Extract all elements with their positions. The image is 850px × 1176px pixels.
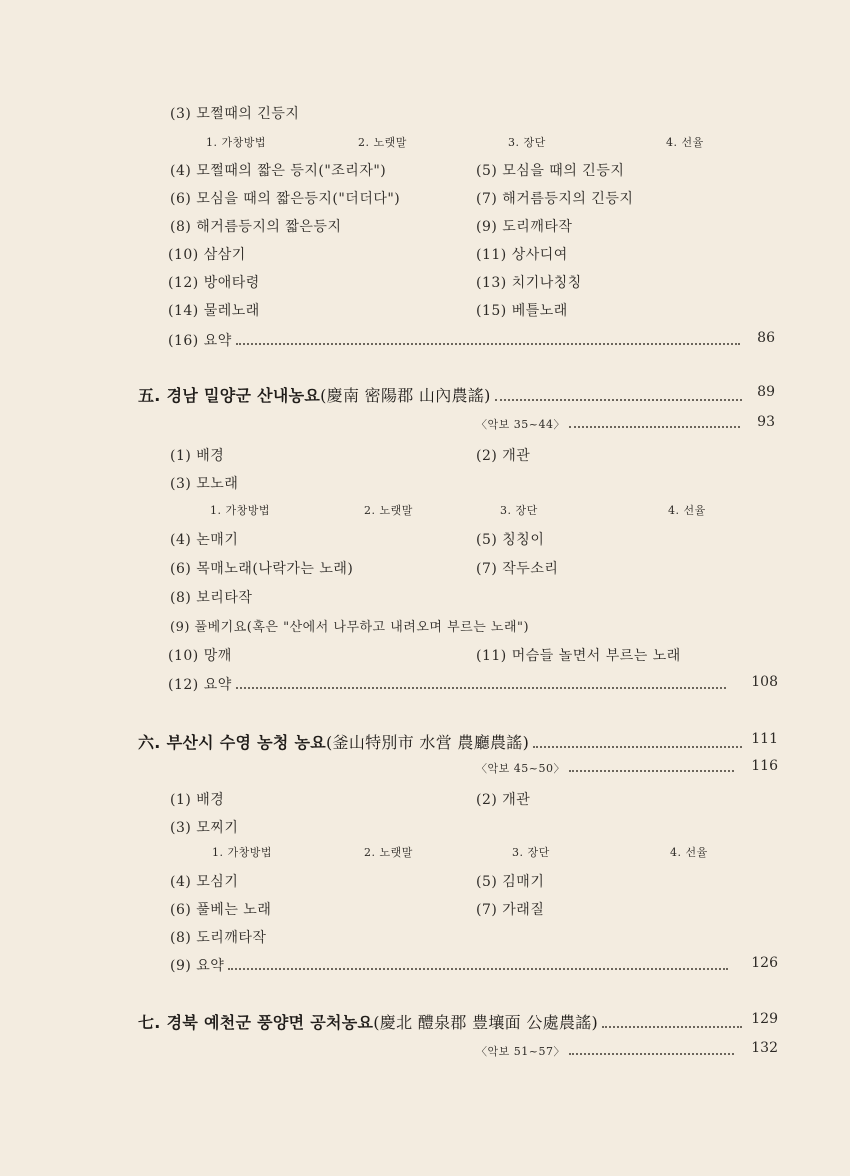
score-range: 〈악보 45~50〉 <box>476 762 565 775</box>
toc-score-row <box>476 760 742 776</box>
page-number: 108 <box>751 674 778 690</box>
toc-item: (15) 베틀노래 <box>476 303 568 319</box>
section-heading <box>138 1010 598 1033</box>
toc-item: (12) 방애타령 <box>168 275 260 291</box>
toc-item: (4) 모심기 <box>170 874 239 890</box>
section-title: 경북 예천군 풍양면 공처농요 <box>166 1013 374 1032</box>
dot-leader <box>228 968 728 970</box>
toc-leader-row <box>168 330 748 350</box>
page-number: 129 <box>751 1011 778 1027</box>
page-number: 89 <box>757 384 775 400</box>
toc-subitem: 3. 장단 <box>500 504 538 517</box>
toc-item: (2) 개관 <box>476 792 531 808</box>
toc-subitem: 1. 가창방법 <box>212 846 272 859</box>
toc-item: (1) 배경 <box>170 448 225 464</box>
toc-subitem: 1. 가창방법 <box>206 136 266 149</box>
toc-subitem: 4. 선율 <box>670 846 708 859</box>
page-number: 111 <box>751 731 778 747</box>
dot-leader <box>236 687 726 689</box>
toc-item: (11) 상사디여 <box>476 247 568 263</box>
toc-subitem: 4. 선율 <box>666 136 704 149</box>
toc-item: (14) 물레노래 <box>168 303 260 319</box>
toc-item: (7) 해거름등지의 긴등지 <box>476 191 634 207</box>
toc-item: (6) 모심을 때의 짧은등지("더더다") <box>170 191 401 207</box>
dot-leader <box>569 770 734 772</box>
toc-leader-row <box>170 955 736 975</box>
toc-item: (10) 삼삼기 <box>168 247 246 263</box>
toc-item: (10) 망깨 <box>168 648 232 664</box>
score-range: 〈악보 51~57〉 <box>476 1045 565 1058</box>
score-range: 〈악보 35~44〉 <box>476 418 565 431</box>
toc-item: (8) 보리타작 <box>170 590 253 606</box>
toc-item: (5) 김매기 <box>476 874 545 890</box>
toc-item: (6) 목매노래(나락가는 노래) <box>170 561 354 577</box>
toc-leader-row <box>168 674 734 694</box>
toc-item: (8) 도리깨타작 <box>170 930 267 946</box>
toc-item: (7) 작두소리 <box>476 561 559 577</box>
section-title: 부산시 수영 농청 농요 <box>166 733 326 752</box>
toc-score-row <box>476 1043 742 1059</box>
dot-leader <box>533 746 742 748</box>
toc-section-row <box>138 1010 750 1033</box>
page-number: 132 <box>751 1040 778 1056</box>
toc-subitem: 3. 장단 <box>512 846 550 859</box>
section-title-hanja: (釜山特別市 水営 農廳農謠) <box>325 733 530 752</box>
toc-item: (6) 풀베는 노래 <box>170 902 272 918</box>
page-number: 116 <box>751 758 778 774</box>
toc-item: (7) 가래질 <box>476 902 545 918</box>
dot-leader <box>236 343 740 345</box>
toc-item: (9) 도리깨타작 <box>476 219 573 235</box>
toc-section-row <box>138 730 750 753</box>
toc-subitem: 1. 가창방법 <box>210 504 270 517</box>
toc-item: (3) 모노래 <box>170 476 239 492</box>
toc-item: (3) 모쩔때의 긴등지 <box>170 106 300 122</box>
toc-subitem: 2. 노랫말 <box>364 846 413 859</box>
toc-item: (5) 모심을 때의 긴등지 <box>476 163 625 179</box>
toc-item: (1) 배경 <box>170 792 225 808</box>
section-heading <box>138 383 491 406</box>
toc-subitem: 4. 선율 <box>668 504 706 517</box>
toc-item: (9) 요약 <box>170 958 225 974</box>
toc-item: (13) 치기나칭칭 <box>476 275 582 291</box>
toc-item: (4) 논매기 <box>170 532 239 548</box>
page-number: 126 <box>751 955 778 971</box>
toc-item: (11) 머슴들 놀면서 부르는 노래 <box>476 648 681 664</box>
toc-item: (3) 모찌기 <box>170 820 239 836</box>
toc-item: (5) 칭칭이 <box>476 532 545 548</box>
toc-item: (9) 풀베기요(혹은 "산에서 나무하고 내려오며 부르는 노래") <box>170 620 530 635</box>
page-number: 86 <box>757 330 775 346</box>
section-title-hanja: (慶南 密陽郡 山內農謠) <box>320 386 491 405</box>
section-heading <box>138 730 529 753</box>
page-number: 93 <box>757 414 775 430</box>
dot-leader <box>495 399 742 401</box>
toc-score-row <box>476 416 748 432</box>
toc-subitem: 2. 노랫말 <box>358 136 407 149</box>
section-number: 七. <box>138 1013 161 1032</box>
dot-leader <box>569 1053 734 1055</box>
section-number: 六. <box>138 733 161 752</box>
toc-item: (12) 요약 <box>168 677 232 693</box>
toc-section-row <box>138 383 750 406</box>
toc-subitem: 2. 노랫말 <box>364 504 413 517</box>
toc-item: (16) 요약 <box>168 333 232 349</box>
dot-leader <box>602 1026 742 1028</box>
dot-leader <box>569 426 740 428</box>
toc-item: (8) 해거름등지의 짧은등지 <box>170 219 342 235</box>
toc-item: (4) 모쩔때의 짧은 등지("조리자") <box>170 163 387 179</box>
section-title-hanja: (慶北 醴泉郡 豊壤面 公處農謠) <box>373 1013 599 1032</box>
section-number: 五. <box>138 386 161 405</box>
toc-item: (2) 개관 <box>476 448 531 464</box>
section-title: 경남 밀양군 산내농요 <box>166 386 321 405</box>
toc-subitem: 3. 장단 <box>508 136 546 149</box>
